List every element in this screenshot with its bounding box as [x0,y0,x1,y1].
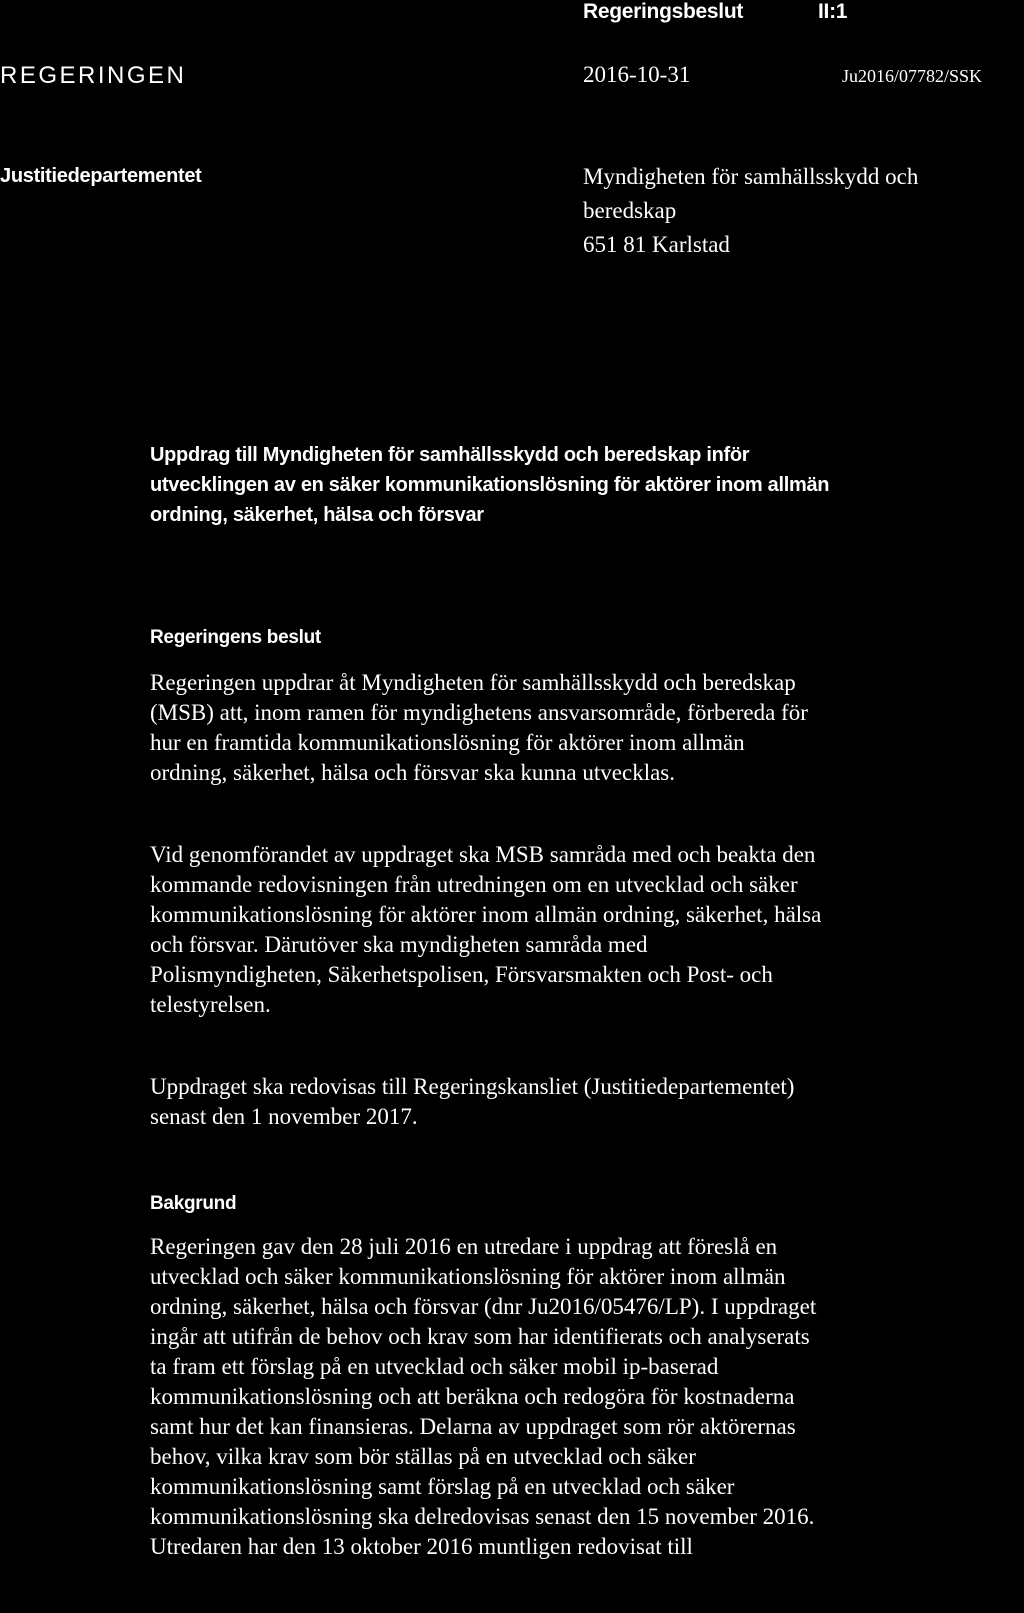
subject-line: ordning, säkerhet, hälsa och försvar [150,504,484,526]
paragraph-line: ta fram ett förslag på en utvecklad och säker mobil ip-baserad [150,1354,719,1379]
paragraph-line: ordning, säkerhet, hälsa och försvar (dnr Ju2016/05476/LP). I uppdraget [150,1294,817,1319]
paragraph-line: kommunikationslösning samt förslag på en utvecklad och säker [150,1474,735,1499]
paragraph-line: Regeringen gav den 28 juli 2016 en utredare i uppdrag att föreslå en [150,1234,778,1259]
section-heading-decision: Regeringens beslut [150,627,321,648]
recipient-line: beredskap [583,198,677,223]
paragraph-line: Vid genomförandet av uppdraget ska MSB samråda med och beakta den [150,842,816,867]
paragraph-line: Regeringen uppdrar åt Myndigheten för samhällsskydd och beredskap [150,670,796,695]
paragraph-line: och försvar. Därutöver ska myndigheten samråda med [150,932,648,957]
paragraph-line: utvecklad och säker kommunikationslösning för aktörer inom allmän [150,1264,786,1289]
document-reference: Ju2016/07782/SSK [842,66,983,86]
section-heading-background: Bakgrund [150,1193,237,1214]
document-date: 2016-10-31 [583,62,691,87]
paragraph-line: (MSB) att, inom ramen för myndighetens ansvarsområde, förbereda för [150,700,808,725]
paragraph-line: ingår att utifrån de behov och krav som har identifierats och analyserats [150,1324,810,1349]
department-name: Justitiedepartementet [0,165,202,187]
paragraph-line: Uppdraget ska redovisas till Regeringskansliet (Justitiedepartementet) [150,1074,795,1099]
page-number: II:1 [818,0,848,23]
paragraph-line: kommunikationslösning och att beräkna och redogöra för kostnaderna [150,1384,795,1409]
paragraph-line: kommunikationslösning för aktörer inom allmän ordning, säkerhet, hälsa [150,902,822,927]
organization-name: REGERINGEN [0,62,187,89]
paragraph-consultation [150,840,821,1020]
paragraph-line: telestyrelsen. [150,992,271,1017]
paragraph-line: Utredaren har den 13 oktober 2016 muntligen redovisat till [150,1534,693,1559]
paragraph-line: kommande redovisningen från utredningen om en utvecklad och säker [150,872,798,897]
subject-line: utvecklingen av en säker kommunikationslösning för aktörer inom allmän [150,474,830,496]
paragraph-line: hur en framtida kommunikationslösning för aktörer inom allmän [150,730,745,755]
recipient-line: 651 81 Karlstad [583,232,730,257]
subject-line: Uppdrag till Myndigheten för samhällsskydd och beredskap inför [150,444,750,466]
paragraph-decision [150,668,808,788]
document-type: Regeringsbeslut [583,0,744,23]
subject-title [150,440,829,530]
recipient-line: Myndigheten för samhällsskydd och [583,164,919,189]
paragraph-line: Polismyndigheten, Säkerhetspolisen, Försvarsmakten och Post- och [150,962,773,987]
paragraph-line: samt hur det kan finansieras. Delarna av uppdraget som rör aktörernas [150,1414,796,1439]
paragraph-line: behov, vilka krav som bör ställas på en utvecklad och säker [150,1444,696,1469]
paragraph-reporting [150,1072,794,1132]
paragraph-line: ordning, säkerhet, hälsa och försvar ska kunna utvecklas. [150,760,676,785]
recipient-address [583,160,918,262]
paragraph-line: kommunikationslösning ska delredovisas senast den 15 november 2016. [150,1504,815,1529]
paragraph-background [150,1232,816,1562]
paragraph-line: senast den 1 november 2017. [150,1104,418,1129]
